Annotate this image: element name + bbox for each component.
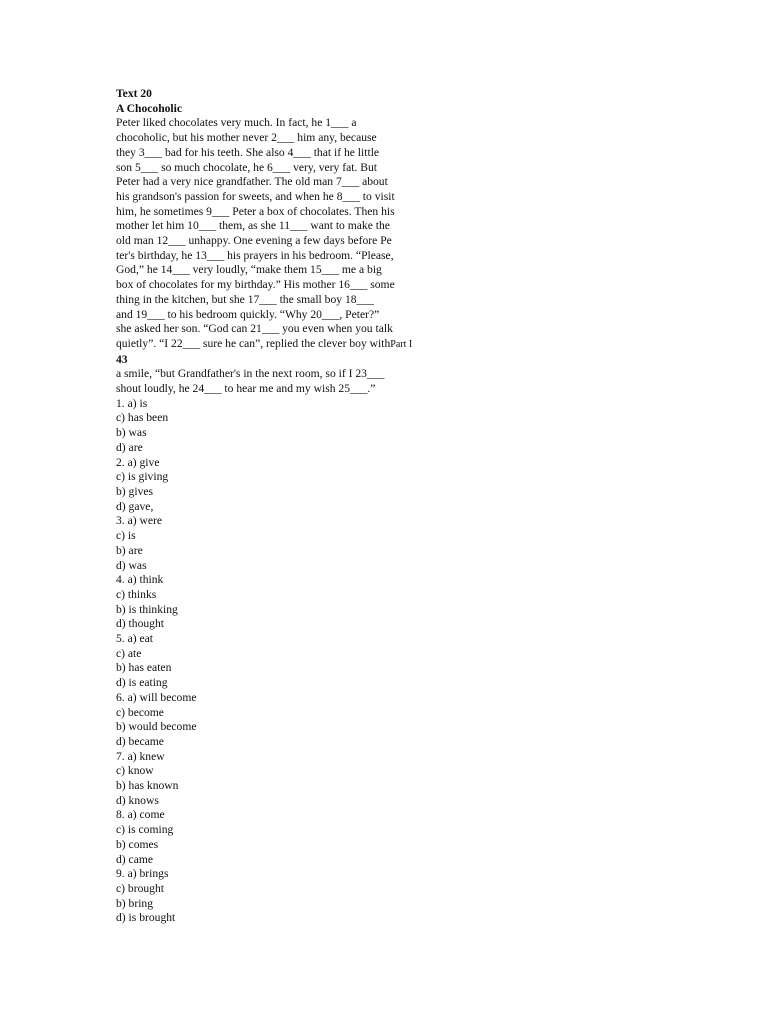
option-item: 3. a) were — [116, 514, 163, 528]
option-item: d) thought — [116, 617, 164, 631]
passage-line: a smile, “but Grandfather's in the next room, so if I 23___ — [116, 367, 385, 381]
option-item: 4. a) think — [116, 573, 164, 587]
option-item: b) is thinking — [116, 602, 178, 616]
passage-line: thing in the kitchen, but she 17___ the small boy 18___ — [116, 292, 374, 306]
passage-line: box of chocolates for my birthday.” His mother 16___ some — [116, 278, 395, 292]
passage-line: and 19___ to his bedroom quickly. “Why 20___, Peter?” — [116, 307, 380, 321]
passage-text — [116, 116, 476, 337]
passage-marker-line — [116, 337, 476, 353]
option-item: 6. a) will become — [116, 690, 197, 704]
passage-line: quietly”. “I 22___ sure he can”, replied the clever boy with — [116, 336, 391, 350]
option-item: d) came — [116, 852, 154, 866]
document-page — [116, 87, 476, 926]
part-marker: Part I — [390, 338, 413, 350]
passage-line: him, he sometimes 9___ Peter a box of chocolates. Then his — [116, 204, 395, 218]
option-item: b) comes — [116, 837, 159, 851]
option-item: d) is brought — [116, 911, 176, 925]
passage-line: mother let him 10___ them, as she 11___ want to make the — [116, 219, 390, 233]
option-item: c) know — [116, 764, 154, 778]
passage-line: ter's birthday, he 13___ his prayers in his bedroom. “Please, — [116, 248, 394, 262]
option-item: 8. a) come — [116, 808, 165, 822]
passage-line: chocoholic, but his mother never 2___ him any, because — [116, 131, 377, 145]
option-item: c) has been — [116, 411, 169, 425]
option-item: b) are — [116, 543, 143, 557]
passage-line: she asked her son. “God can 21___ you even when you talk — [116, 322, 393, 336]
option-item: c) is — [116, 529, 136, 543]
document-title: Text 20 — [116, 87, 152, 100]
option-item: c) is giving — [116, 470, 169, 484]
option-item: d) was — [116, 558, 147, 572]
option-item: c) become — [116, 705, 164, 719]
option-item: d) knows — [116, 793, 159, 807]
option-item: d) became — [116, 734, 164, 748]
option-item: 2. a) give — [116, 455, 160, 469]
passage-line: Peter liked chocolates very much. In fact, he 1___ a — [116, 116, 357, 130]
answer-options — [116, 397, 476, 926]
passage-text-continued — [116, 367, 476, 396]
passage-line: God,” he 14___ very loudly, “make them 15___ me a big — [116, 263, 382, 277]
option-item: c) brought — [116, 881, 164, 895]
option-item: 1. a) is — [116, 396, 148, 410]
option-item: b) bring — [116, 896, 154, 910]
document-subtitle: A Chocoholic — [116, 101, 183, 115]
passage-line: son 5___ so much chocolate, he 6___ very, very fat. But — [116, 160, 378, 174]
option-item: b) has known — [116, 779, 179, 793]
passage-line: shout loudly, he 24___ to hear me and my wish 25___.” — [116, 382, 376, 396]
option-item: 7. a) knew — [116, 749, 165, 763]
option-item: b) gives — [116, 484, 154, 498]
option-item: b) was — [116, 426, 147, 440]
passage-line: they 3___ bad for his teeth. She also 4___ that if he little — [116, 145, 380, 159]
option-item: 5. a) eat — [116, 632, 154, 646]
option-item: b) would become — [116, 720, 197, 734]
option-item: d) are — [116, 440, 143, 454]
option-item: c) ate — [116, 646, 142, 660]
option-item: d) gave, — [116, 499, 154, 513]
passage-line: Peter had a very nice grandfather. The old man 7___ about — [116, 175, 388, 189]
option-item: c) thinks — [116, 587, 157, 601]
page-number: 43 — [116, 352, 128, 366]
option-item: d) is eating — [116, 676, 168, 690]
option-item: c) is coming — [116, 823, 174, 837]
option-item: b) has eaten — [116, 661, 172, 675]
passage-line: old man 12___ unhappy. One evening a few days before Pe — [116, 234, 392, 248]
option-item: 9. a) brings — [116, 867, 169, 881]
passage-line: his grandson's passion for sweets, and when he 8___ to visit — [116, 189, 395, 203]
